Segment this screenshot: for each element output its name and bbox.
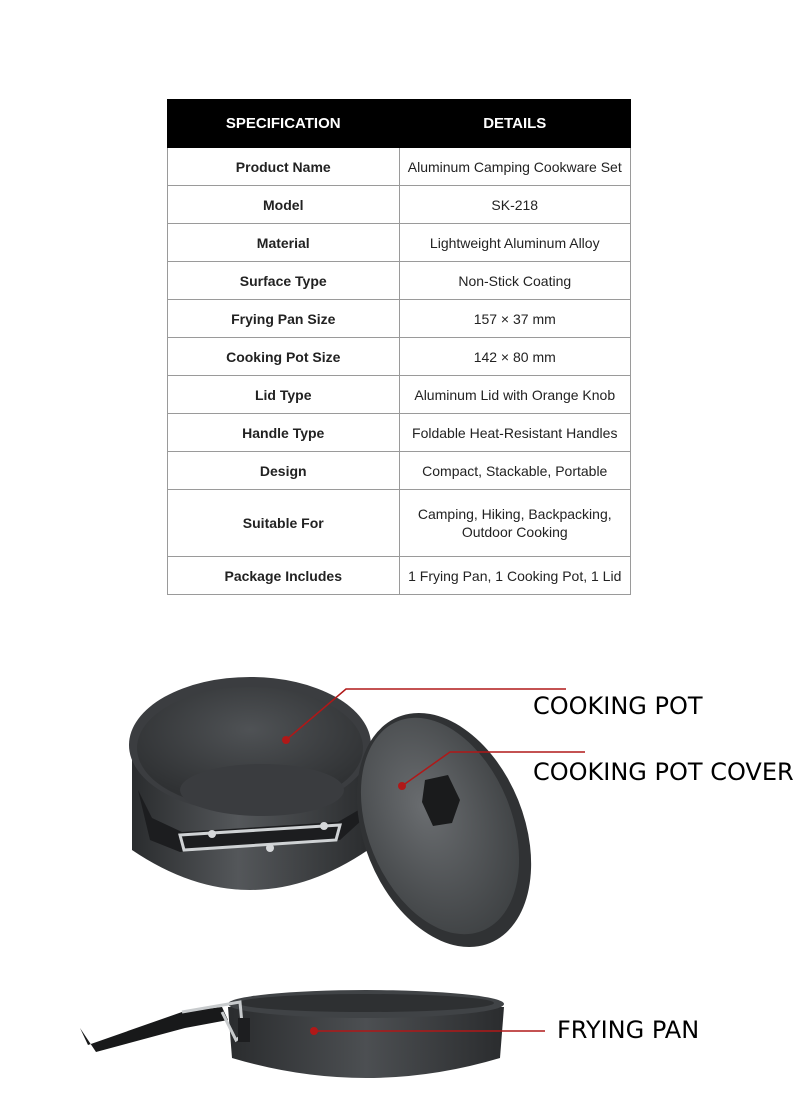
callout-cooking-pot-cover: COOKING POT COVER [533,758,794,786]
row-label: Material [168,224,400,262]
table-header-row [168,100,631,148]
table-row [168,338,631,376]
row-value: Compact, Stackable, Portable [399,452,631,490]
row-label: Design [168,452,400,490]
row-label: Frying Pan Size [168,300,400,338]
row-value: 157 × 37 mm [399,300,631,338]
callout-frying-pan: FRYING PAN [557,1016,700,1044]
table-row [168,557,631,595]
row-value: Aluminum Lid with Orange Knob [399,376,631,414]
row-value: Foldable Heat-Resistant Handles [399,414,631,452]
row-value: Lightweight Aluminum Alloy [399,224,631,262]
frying-pan [80,990,504,1078]
row-label: Surface Type [168,262,400,300]
product-illustration [0,640,800,1091]
table-row [168,300,631,338]
row-label: Model [168,186,400,224]
row-value: SK-218 [399,186,631,224]
row-label: Package Includes [168,557,400,595]
table-row [168,186,631,224]
header-specification: SPECIFICATION [168,100,400,148]
table-row [168,224,631,262]
row-label: Lid Type [168,376,400,414]
callout-cooking-pot: COOKING POT [533,692,703,720]
row-value: Camping, Hiking, Backpacking, Outdoor Cooking [399,490,631,557]
row-label: Cooking Pot Size [168,338,400,376]
row-value: 142 × 80 mm [399,338,631,376]
table-row [168,262,631,300]
row-label: Product Name [168,148,400,186]
row-value: Non-Stick Coating [399,262,631,300]
row-value: 1 Frying Pan, 1 Cooking Pot, 1 Lid [399,557,631,595]
table-row [168,490,631,557]
row-value: Aluminum Camping Cookware Set [399,148,631,186]
spec-table [167,99,631,595]
cooking-pot [129,677,371,890]
table-row [168,376,631,414]
header-details: DETAILS [399,100,631,148]
table-row [168,452,631,490]
row-label: Suitable For [168,490,400,557]
row-label: Handle Type [168,414,400,452]
table-row [168,414,631,452]
table-row [168,148,631,186]
